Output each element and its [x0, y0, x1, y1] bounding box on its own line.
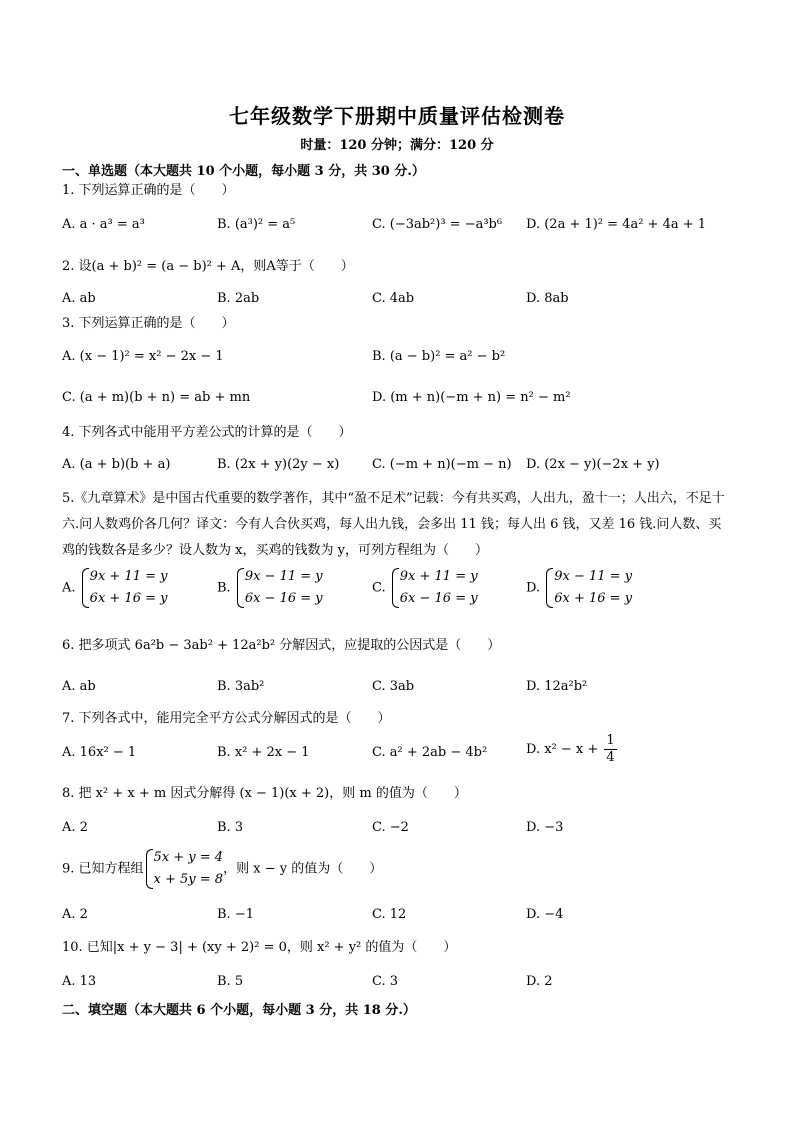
equation-line: 6x − 16 = y	[244, 591, 323, 606]
option-d: D. 2	[526, 974, 553, 989]
option-b: B. 3	[217, 820, 244, 835]
option-c: C. −2	[372, 820, 409, 835]
option-c: C. 3ab	[372, 679, 415, 694]
question-5: 5.《九章算术》是中国古代重要的数学著作，其中“盈不足术”记载：今有共买鸡，人出九，盈十一；人出六，不足十六.问人数鸡价各几何？译文：今有人合伙买鸡，每人出九钱，会多出 11 钱；每人出 6 钱，又差 16 钱.问人数、买鸡的钱数各是多少？设人数为 x，买鸡的钱数为 y，可列方程组为（ ）	[62, 491, 725, 558]
option-d: D. 8ab	[526, 291, 569, 306]
option-a: A. a · a³ = a³	[62, 217, 145, 232]
equation-line: 9x − 11 = y	[244, 569, 323, 584]
fraction-numerator: 1	[606, 733, 615, 748]
option-c	[372, 566, 478, 610]
question-3: 3. 下列运算正确的是（ ）	[62, 316, 235, 331]
option-b: B. (a − b)² = a² − b²	[372, 349, 506, 364]
question-9-post: ，则 x − y 的值为（ ）	[223, 861, 383, 877]
option-a: A. ab	[62, 291, 96, 306]
fraction	[604, 733, 616, 766]
option-b: B. 2ab	[217, 291, 260, 306]
option-a: A. 13	[62, 974, 97, 989]
option-label: C.	[372, 580, 386, 596]
option-d: D. (m + n)(−m + n) = n² − m²	[372, 390, 571, 405]
equation-line: 6x + 16 = y	[89, 591, 168, 606]
option-label: B.	[217, 580, 231, 596]
option-c: C. (−3ab²)³ = −a³b⁶	[372, 217, 503, 232]
equation-line: x + 5y = 8	[153, 872, 224, 887]
equation-line: 9x + 11 = y	[399, 569, 478, 584]
equation-system	[144, 847, 224, 891]
option-a: A. ab	[62, 679, 96, 694]
option-b: B. 5	[217, 974, 244, 989]
question-10: 10. 已知|x + y − 3| + (xy + 2)² = 0，则 x² + y² 的值为（ ）	[62, 940, 457, 955]
equation-line: 5x + y = 4	[153, 850, 224, 865]
option-b: B. (a³)² = a⁵	[217, 217, 296, 232]
option-d: D. −3	[526, 820, 564, 835]
option-a: A. 2	[62, 907, 88, 922]
option-b	[217, 566, 323, 610]
question-9	[62, 847, 382, 891]
option-a: A. 2	[62, 820, 88, 835]
equation-system	[80, 566, 168, 610]
option-c: C. a² + 2ab − 4b²	[372, 745, 488, 760]
option-b: B. −1	[217, 907, 254, 922]
question-4: 4. 下列各式中能用平方差公式的计算的是（ ）	[62, 425, 352, 440]
equation-line: 6x + 16 = y	[554, 591, 633, 606]
option-a: A. (x − 1)² = x² − 2x − 1	[62, 349, 224, 364]
equation-line: 9x + 11 = y	[89, 569, 168, 584]
option-b: B. 3ab²	[217, 679, 265, 694]
equation-system	[390, 566, 478, 610]
option-a	[62, 566, 167, 610]
section-heading: 一、单选题（本大题共 10 个小题，每小题 3 分，共 30 分.）	[62, 164, 425, 179]
section-heading: 二、填空题（本大题共 6 个小题，每小题 3 分，共 18 分.）	[62, 1003, 416, 1018]
fraction-denominator: 4	[606, 750, 615, 765]
option-b: B. (2x + y)(2y − x)	[217, 457, 340, 472]
equation-line: 6x − 16 = y	[399, 591, 478, 606]
option-d	[526, 733, 617, 766]
option-label: D.	[526, 580, 541, 596]
equation-system	[544, 566, 632, 610]
option-a: A. (a + b)(b + a)	[62, 457, 171, 472]
equation-line: 9x − 11 = y	[554, 569, 633, 584]
question-6: 6. 把多项式 6a²b − 3ab² + 12a²b² 分解因式，应提取的公因式是（ ）	[62, 638, 501, 653]
option-d: D. −4	[526, 907, 564, 922]
equation-system	[235, 566, 323, 610]
question-2: 2. 设(a + b)² = (a − b)² + A，则A等于（ ）	[62, 259, 354, 274]
option-d: D. (2a + 1)² = 4a² + 4a + 1	[526, 217, 707, 232]
option-d-text: D. x² − x +	[526, 742, 599, 757]
option-a: A. 16x² − 1	[62, 745, 137, 760]
option-d: D. (2x − y)(−2x + y)	[526, 457, 660, 472]
question-1: 1. 下列运算正确的是（ ）	[62, 183, 235, 198]
exam-info: 时量：120 分钟；满分：120 分	[300, 138, 494, 153]
option-label: A.	[62, 580, 76, 596]
page-title: 七年级数学下册期中质量评估检测卷	[229, 104, 565, 128]
option-d	[526, 566, 632, 610]
option-c: C. (−m + n)(−m − n)	[372, 457, 512, 472]
option-b: B. x² + 2x − 1	[217, 745, 310, 760]
option-c: C. 4ab	[372, 291, 415, 306]
question-8: 8. 把 x² + x + m 因式分解得 (x − 1)(x + 2)，则 m 的值为（ ）	[62, 786, 467, 801]
question-7: 7. 下列各式中，能用完全平方公式分解因式的是（ ）	[62, 711, 391, 726]
option-c: C. 12	[372, 907, 407, 922]
option-c: C. (a + m)(b + n) = ab + mn	[62, 390, 251, 405]
option-c: C. 3	[372, 974, 399, 989]
question-9-pre: 9. 已知方程组	[62, 861, 144, 877]
option-d: D. 12a²b²	[526, 679, 588, 694]
